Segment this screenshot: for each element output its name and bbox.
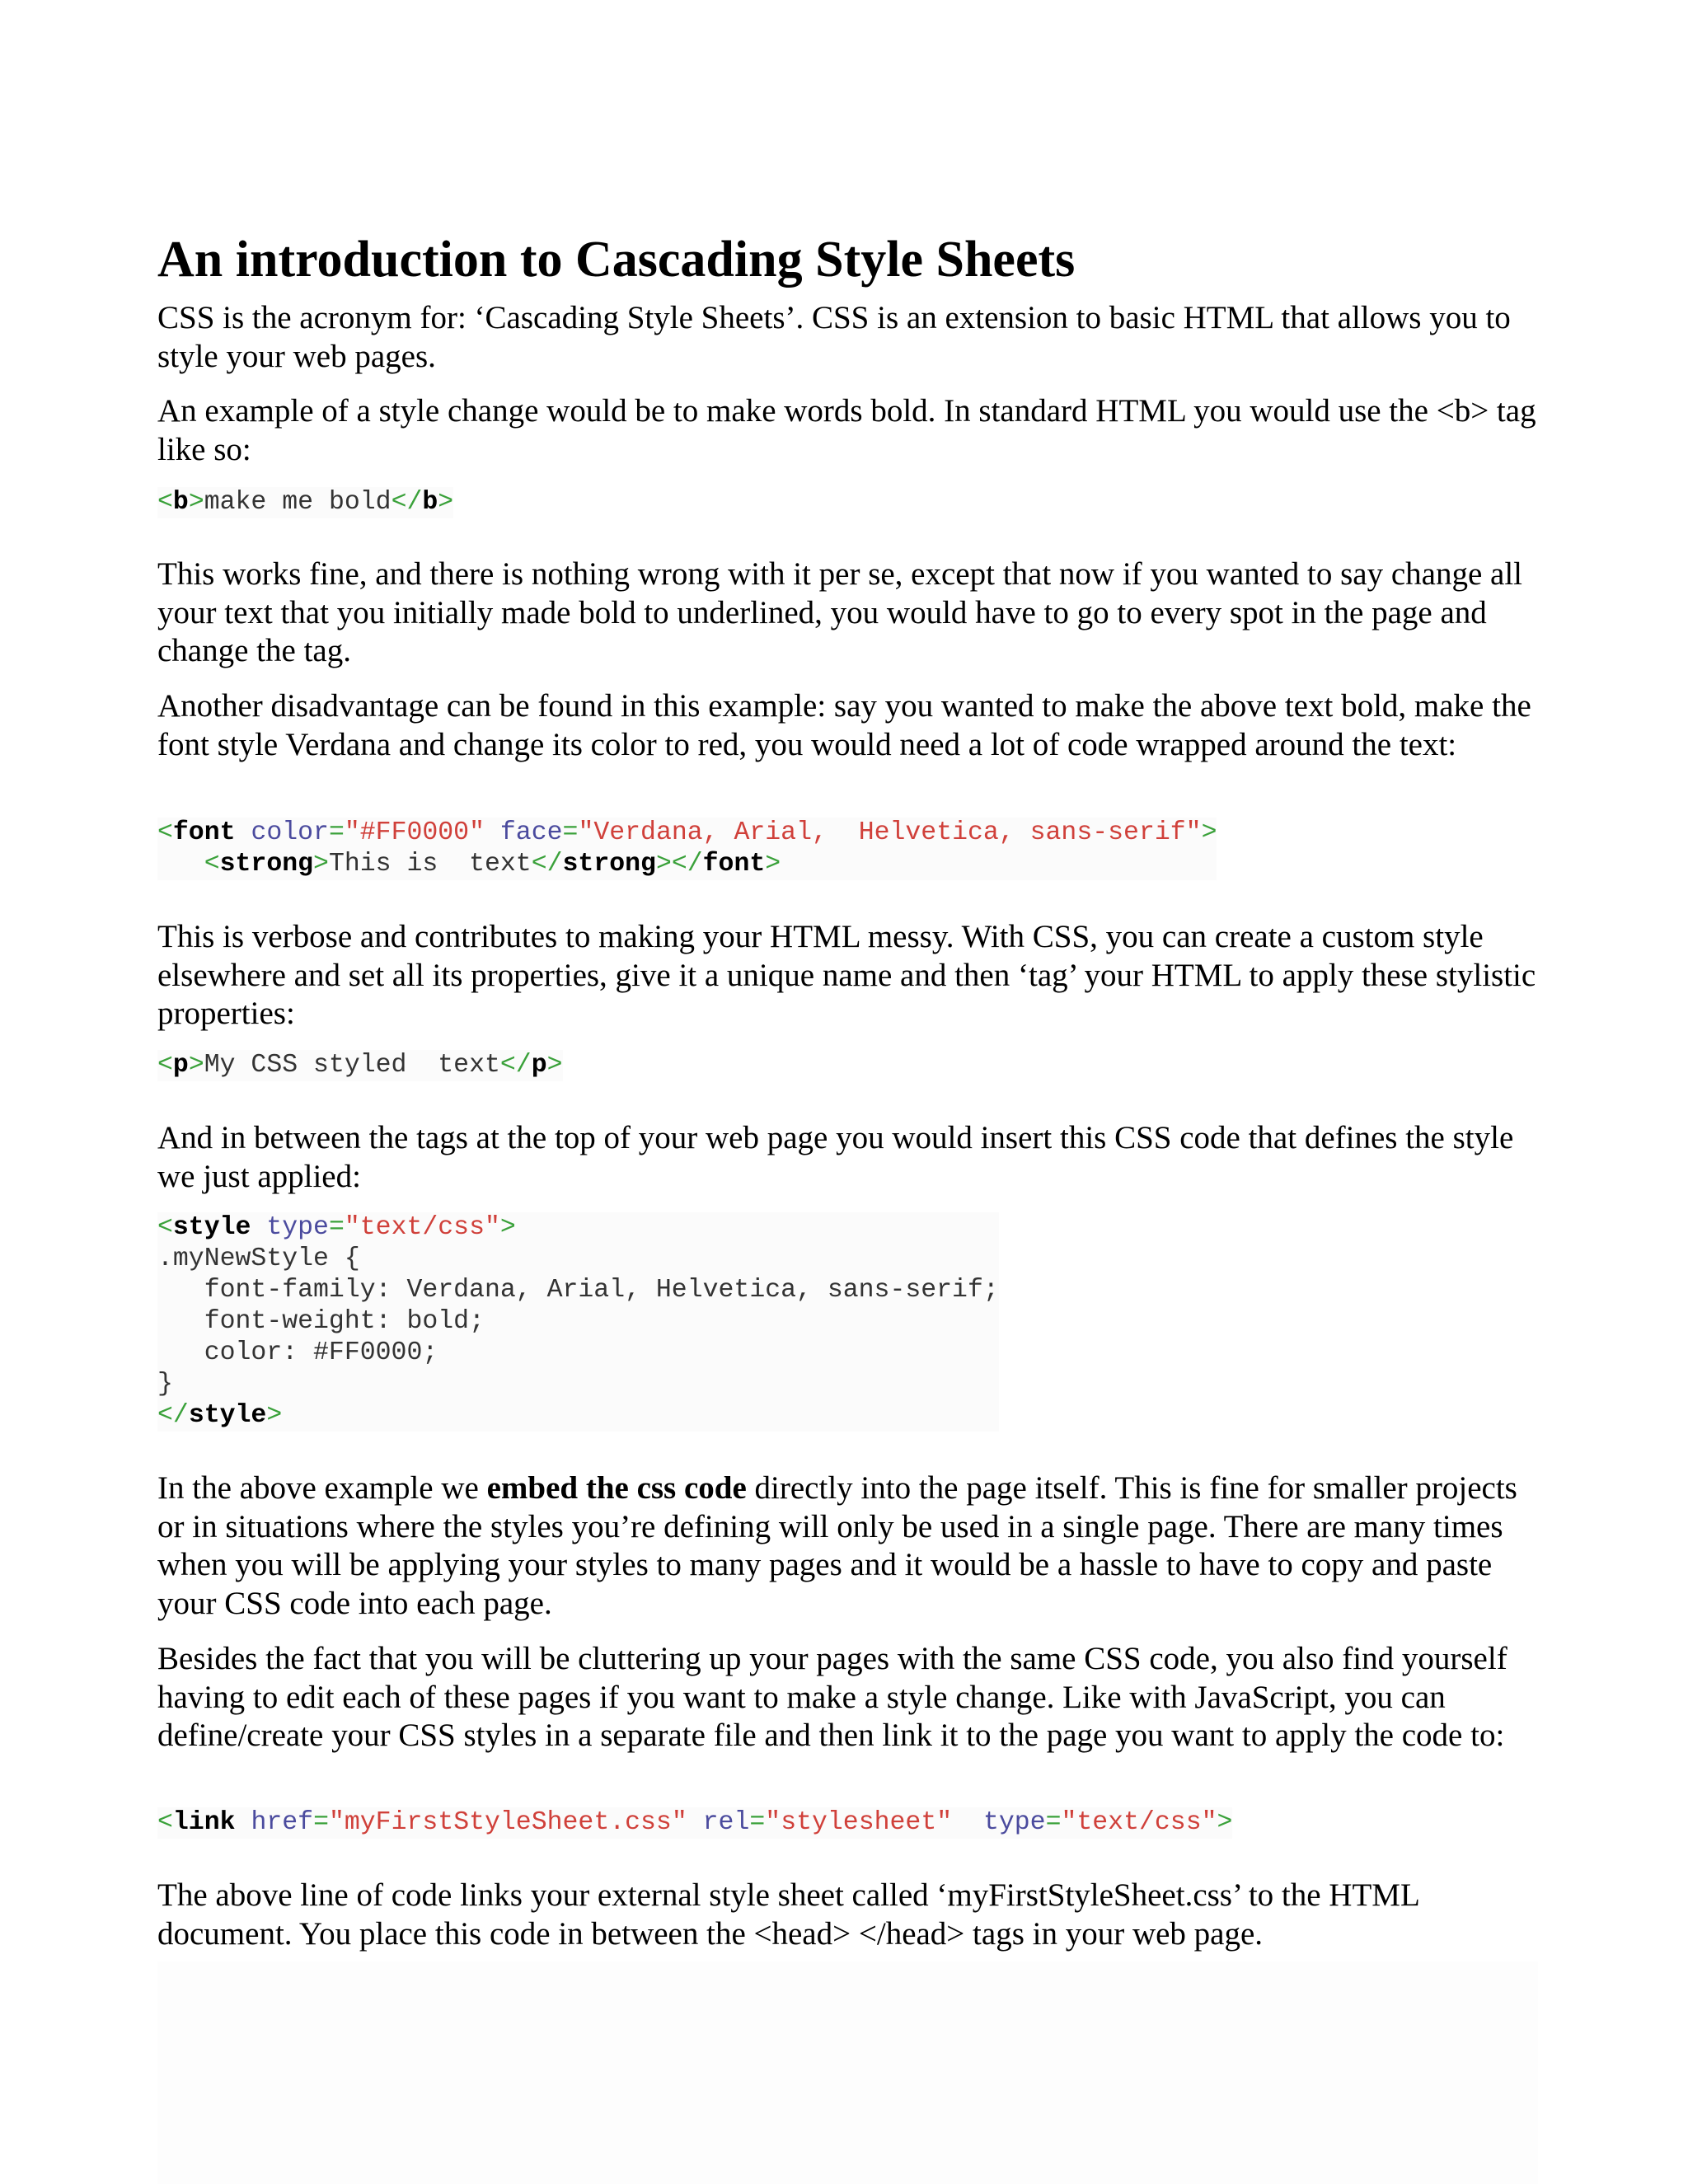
page-title: An introduction to Cascading Style Sheets	[157, 232, 1076, 288]
paragraph-bold-example: An example of a style change would be to make words bold. In standard HTML you would use the <b> tag like so:	[157, 393, 1536, 467]
code-block-style-tag: <style type="text/css"> .myNewStyle { font-family: Verdana, Arial, Helvetica, sans-serif; font-weight: bold; color: #FF0000; } </style>	[157, 1213, 999, 1430]
paragraph-verbose: This is verbose and contributes to making your HTML messy. With CSS, you can create a custom style elsewhere and set all its properties, give it a unique name and then ‘tag’ your HTML to apply these stylistic properties:	[157, 919, 1536, 1031]
paragraph-css-acronym: CSS is the acronym for: ‘Cascading Style Sheets’. CSS is an extension to basic HTML that allows you to style your web pages.	[157, 300, 1511, 374]
code-block-p-tag: <p>My CSS styled text</p>	[157, 1051, 563, 1080]
page-shading	[157, 1961, 1538, 2184]
paragraph-disadvantage: Another disadvantage can be found in this example: say you wanted to make the above text bold, make the font style Verdana and change its color to red, you would need a lot of code wrapped around the text:	[157, 688, 1531, 762]
paragraph-link-explanation: The above line of code links your external style sheet called ‘myFirstStyleSheet.css’ to the HTML document. You place this code in between the <head> </head> tags in your web page.	[157, 1877, 1419, 1952]
code-block-bold-tag: <b>make me bold</b>	[157, 488, 454, 517]
code-block-font-tag: <font color="#FF0000" face="Verdana, Arial, Helvetica, sans-serif"> <strong>This is text</strong></font>	[157, 818, 1217, 879]
paragraph-works-fine: This works fine, and there is nothing wrong with it per se, except that now if you wanted to say change all your text that you initially made bold to underlined, you would have to go to every spot in the page and change the tag.	[157, 556, 1523, 668]
code-block-link-tag: <link href="myFirstStyleSheet.css" rel="stylesheet" type="text/css">	[157, 1808, 1233, 1837]
paragraph-cluttering: Besides the fact that you will be cluttering up your pages with the same CSS code, you also find yourself having to edit each of these pages if you want to make a style change. Like with JavaScript, you can define/create your CSS styles in a separate file and then link it to the page you want to apply the code to:	[157, 1641, 1507, 1753]
embed-emphasis: embed the css code	[486, 1470, 747, 1506]
paragraph-embed: In the above example we embed the css code directly into the page itself. This is fine for smaller projects or in situations where the styles you’re defining will only be used in a single page. There are many times when you will be applying your styles to many pages and it would be a hassle to have to copy and paste your CSS code into each page.	[157, 1470, 1517, 1621]
paragraph-in-between: And in between the tags at the top of your web page you would insert this CSS code that defines the style we just applied:	[157, 1120, 1514, 1194]
